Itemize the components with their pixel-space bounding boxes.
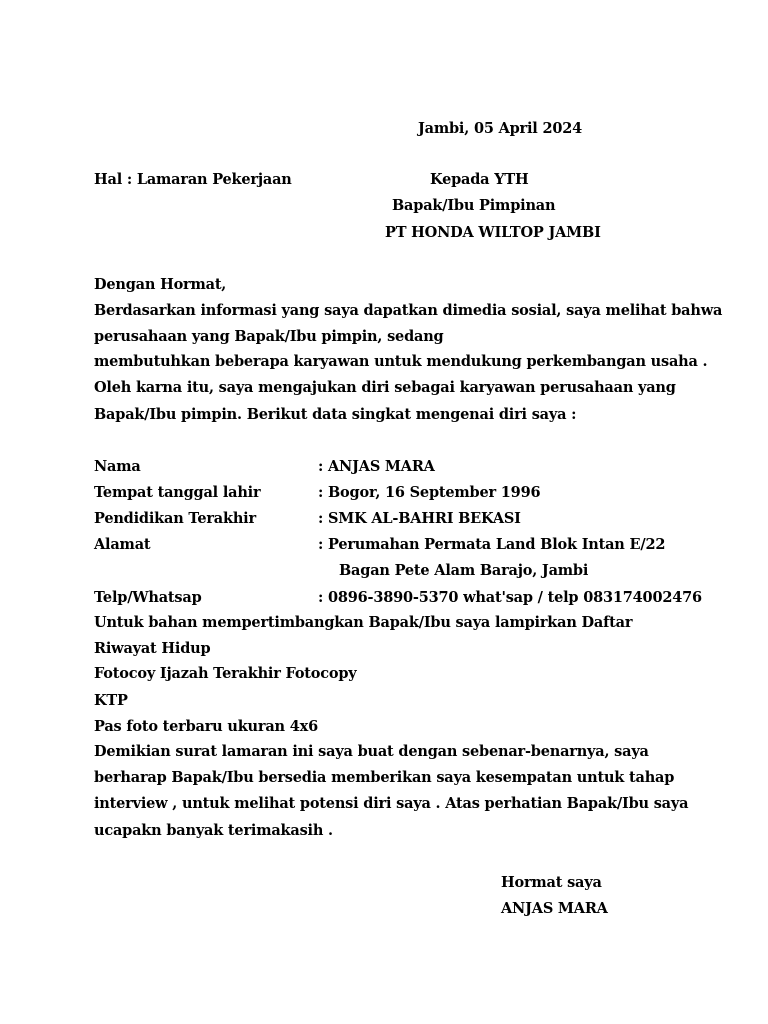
closing-line: interview , untuk melihat potensi diri saya . Atas perhatian Bapak/Ibu saya [94, 795, 689, 812]
field-value-nama: : ANJAS MARA [318, 458, 435, 475]
signature-name: ANJAS MARA [501, 900, 608, 917]
field-label-nama: Nama [94, 458, 141, 475]
closing-line: Pas foto terbaru ukuran 4x6 [94, 718, 318, 735]
letter-subject: Hal : Lamaran Pekerjaan [94, 171, 292, 188]
intro-line: Berdasarkan informasi yang saya dapatkan dimedia sosial, saya melihat bahwa [94, 302, 723, 319]
signature-regards: Hormat saya [501, 874, 602, 891]
letter-date: Jambi, 05 April 2024 [418, 120, 583, 137]
field-value-telp: : 0896-3890-5370 what'sap / telp 083174002476 [318, 589, 702, 606]
recipient-line-3: PT HONDA WILTOP JAMBI [385, 224, 601, 241]
field-label-pendidikan: Pendidikan Terakhir [94, 510, 256, 527]
recipient-line-2: Bapak/Ibu Pimpinan [392, 197, 556, 214]
closing-line: berharap Bapak/Ibu bersedia memberikan saya kesempatan untuk tahap [94, 769, 675, 786]
closing-line: Fotocoy Ijazah Terakhir Fotocopy [94, 665, 357, 682]
greeting: Dengan Hormat, [94, 276, 227, 293]
field-value-pendidikan: : SMK AL-BAHRI BEKASI [318, 510, 521, 527]
closing-line: Demikian surat lamaran ini saya buat dengan sebenar-benarnya, saya [94, 743, 649, 760]
field-label-ttl: Tempat tanggal lahir [94, 484, 261, 501]
field-value-alamat-line-2: Bagan Pete Alam Barajo, Jambi [339, 562, 589, 579]
field-label-telp: Telp/Whatsap [94, 589, 202, 606]
field-label-alamat: Alamat [94, 536, 151, 553]
closing-line: Untuk bahan mempertimbangkan Bapak/Ibu saya lampirkan Daftar [94, 614, 633, 631]
recipient-line-1: Kepada YTH [430, 171, 529, 188]
closing-line: KTP [94, 692, 128, 709]
field-value-ttl: : Bogor, 16 September 1996 [318, 484, 541, 501]
closing-line: Riwayat Hidup [94, 640, 211, 657]
intro-line: Bapak/Ibu pimpin. Berikut data singkat mengenai diri saya : [94, 406, 577, 423]
intro-line: perusahaan yang Bapak/Ibu pimpin, sedang [94, 328, 444, 345]
intro-line: Oleh karna itu, saya mengajukan diri sebagai karyawan perusahaan yang [94, 379, 676, 396]
intro-line: membutuhkan beberapa karyawan untuk mendukung perkembangan usaha . [94, 353, 708, 370]
field-value-alamat: : Perumahan Permata Land Blok Intan E/22 [318, 536, 666, 553]
closing-line: ucapakn banyak terimakasih . [94, 822, 333, 839]
